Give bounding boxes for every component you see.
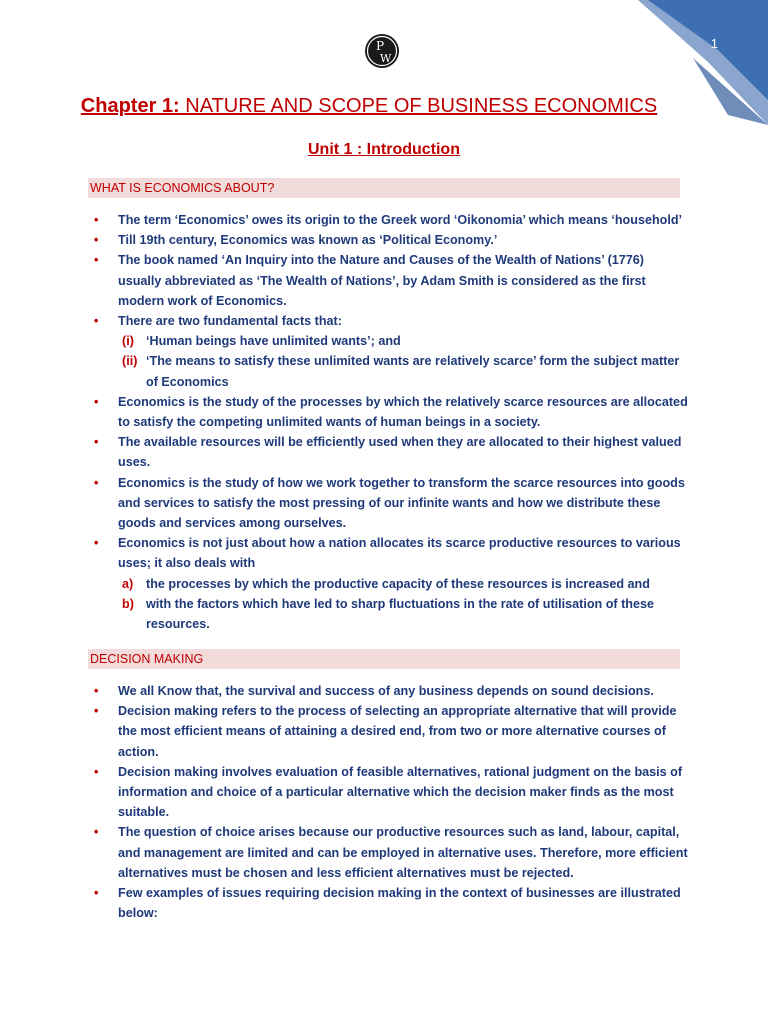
bullet-text: We all Know that, the survival and success of any business depends on sound decisions. bbox=[118, 684, 654, 698]
bullet-item bbox=[90, 210, 690, 230]
pw-logo bbox=[362, 27, 402, 73]
bullet-item bbox=[90, 681, 690, 701]
bullet-text: Decision making refers to the process of selecting an appropriate alternative that will provide the most efficient means of attaining a desired end, from two or more alternative courses of action. bbox=[118, 704, 677, 759]
bullet-text: Till 19th century, Economics was known as ‘Political Economy.’ bbox=[118, 233, 498, 248]
sub-list-item bbox=[118, 574, 690, 594]
unit-title: Unit 1 : Introduction bbox=[308, 141, 460, 158]
svg-text:P: P bbox=[376, 39, 385, 53]
sub-list-item bbox=[118, 331, 690, 351]
bullet-item bbox=[90, 311, 690, 392]
decision-making-bullet-list bbox=[90, 681, 690, 923]
chapter-title-prefix: Chapter 1: bbox=[80, 95, 180, 117]
bullet-item bbox=[90, 533, 690, 634]
bullet-text: Economics is the study of the processes by which the relatively scarce resources are allocated to satisfy the competing unlimited wants of human beings in a society. bbox=[118, 394, 688, 430]
bullet-item bbox=[90, 250, 690, 311]
sub-list-text: ‘The means to satisfy these unlimited wants are relatively scarce’ form the subject matter of Economics bbox=[146, 354, 680, 389]
bullet-item bbox=[90, 762, 690, 823]
bullet-item bbox=[90, 230, 690, 250]
bullet-text: The book named ‘An Inquiry into the Nature and Causes of the Wealth of Nations’ (1776) usually abbreviated as ‘The Wealth of Nations’, by Adam Smith is considered as the first modern work of Economics. bbox=[118, 253, 646, 308]
bullet-item bbox=[90, 883, 690, 923]
sub-list bbox=[118, 574, 690, 635]
bullet-text: The question of choice arises because our productive resources such as land, labour, capital, and management are limited and can be employed in alternative uses. Therefore, more efficient alternatives must be chosen and less efficient alternatives must be rejected. bbox=[118, 825, 688, 880]
chapter-title bbox=[0, 95, 738, 118]
bullet-item bbox=[90, 701, 690, 762]
sub-list-marker: a) bbox=[122, 576, 134, 591]
sub-list bbox=[118, 331, 690, 392]
svg-text:W: W bbox=[380, 52, 392, 65]
sub-list-item bbox=[118, 594, 690, 634]
sub-list-item bbox=[118, 351, 690, 391]
sub-list-marker: b) bbox=[122, 596, 134, 611]
bullet-text: There are two fundamental facts that: bbox=[118, 314, 342, 329]
sub-list-marker: (ii) bbox=[122, 354, 138, 369]
sub-list-text: the processes by which the productive capacity of these resources is increased and bbox=[146, 576, 650, 591]
bullet-item bbox=[90, 473, 690, 534]
section-heading-economics: WHAT IS ECONOMICS ABOUT? bbox=[88, 178, 680, 198]
bullet-text: Economics is not just about how a nation allocates its scarce productive resources to various uses; it also deals with bbox=[118, 536, 681, 571]
bullet-item bbox=[90, 822, 690, 883]
economics-bullet-list bbox=[90, 210, 690, 634]
bullet-text: The available resources will be efficiently used when they are allocated to their highest valued uses. bbox=[118, 435, 682, 470]
bullet-text: Few examples of issues requiring decision making in the context of businesses are illustrated below: bbox=[118, 886, 681, 921]
chapter-title-text: NATURE AND SCOPE OF BUSINESS ECONOMICS bbox=[179, 95, 658, 117]
bullet-text: Economics is the study of how we work together to transform the scarce resources into goods and services to satisfy the most pressing of our infinite wants and how we distribute these goods and services among ourselves. bbox=[118, 475, 685, 531]
page-number: 1 bbox=[710, 36, 718, 51]
bullet-text: The term ‘Economics’ owes its origin to the Greek word ‘Oikonomia’ which means ‘household’ bbox=[118, 213, 683, 227]
sub-list-text: with the factors which have led to sharp fluctuations in the rate of utilisation of these resources. bbox=[146, 596, 655, 632]
bullet-item bbox=[90, 432, 690, 472]
bullet-text: Decision making involves evaluation of feasible alternatives, rational judgment on the basis of information and choice of a particular alternative which the decision maker finds as the most suitable. bbox=[118, 764, 683, 820]
sub-list-text: ‘Human beings have unlimited wants’; and bbox=[146, 334, 401, 349]
bullet-item bbox=[90, 392, 690, 432]
section-heading-decision-making: DECISION MAKING bbox=[88, 649, 680, 669]
sub-list-marker: (i) bbox=[122, 334, 134, 349]
